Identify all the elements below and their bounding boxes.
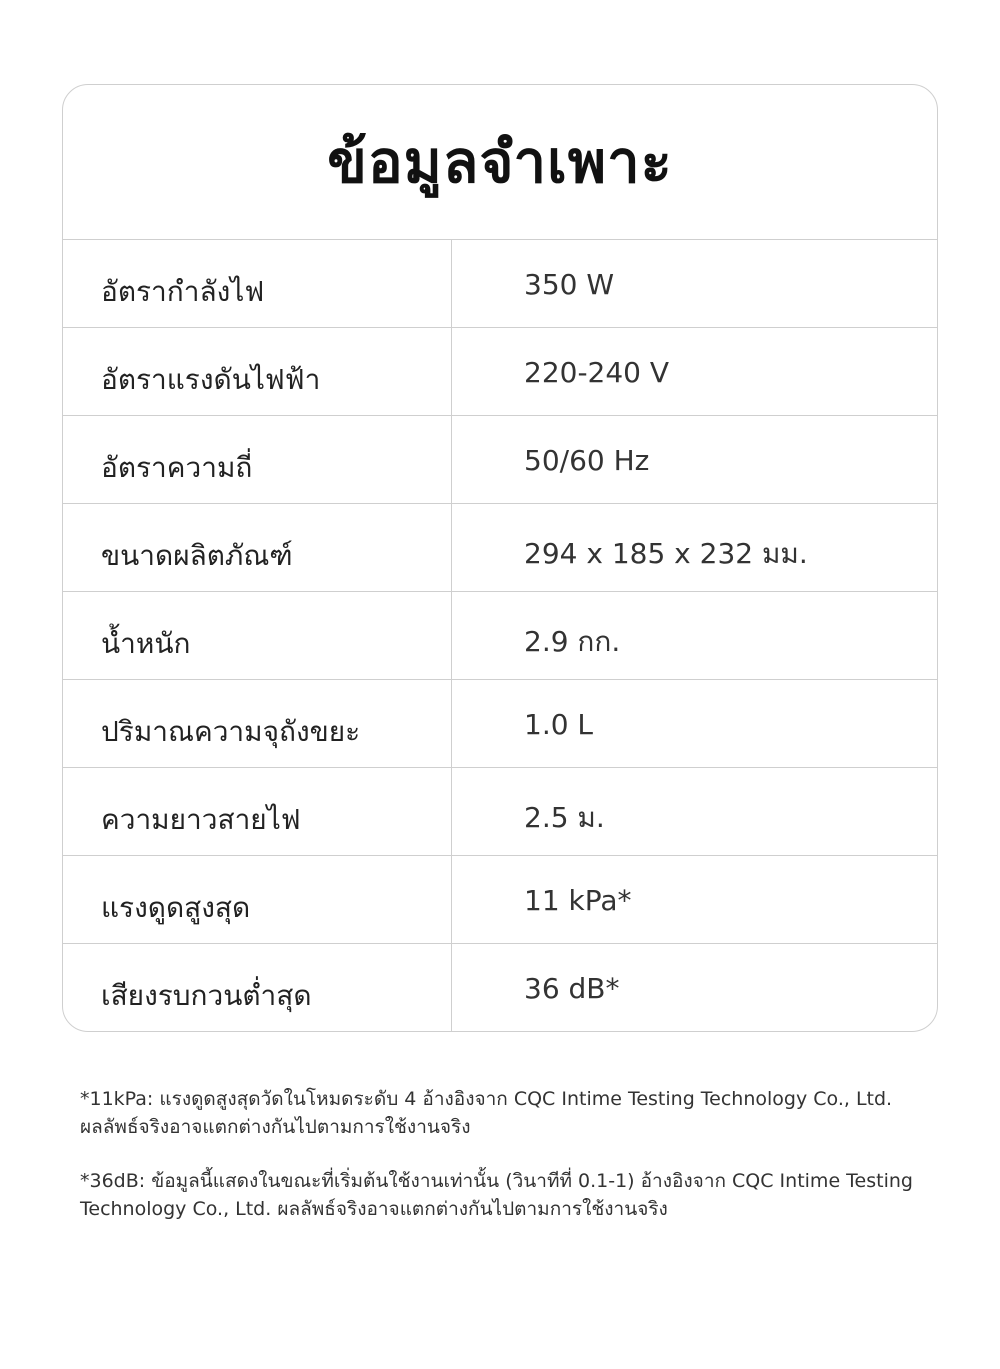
spec-row-cord-length	[63, 768, 937, 856]
spec-label: ขนาดผลิตภัณฑ์	[63, 504, 452, 591]
spec-value: 294 x 185 x 232 มม.	[524, 537, 808, 570]
spec-row-min-noise	[63, 944, 937, 1032]
footnote-line: *36dB: ข้อมูลนี้แสดงในขณะที่เริ่มต้นใช้งานเท่านั้น (วินาทีที่ 0.1-1) อ้างอิงจาก CQC Intime Testing	[80, 1170, 913, 1192]
spec-label: แรงดูดสูงสุด	[63, 856, 452, 943]
spec-label: อัตราแรงดันไฟฟ้า	[63, 328, 452, 415]
spec-value: 350 W	[524, 268, 615, 301]
spec-row-weight	[63, 592, 937, 680]
footnote-line: Technology Co., Ltd. ผลลัพธ์จริงอาจแตกต่างกันไปตามการใช้งานจริง	[80, 1198, 668, 1220]
spec-row-voltage	[63, 328, 937, 416]
page-title: ข้อมูลจำเพาะ	[327, 128, 673, 196]
footnotes	[80, 1085, 920, 1249]
footnote-noise	[80, 1167, 920, 1223]
spec-label: น้ำหนัก	[63, 592, 452, 679]
spec-row-power	[63, 240, 937, 328]
spec-value: 2.5 ม.	[524, 801, 605, 834]
spec-label: เสียงรบกวนต่ำสุด	[63, 944, 452, 1032]
spec-header	[63, 85, 937, 240]
spec-value: 11 kPa*	[524, 884, 632, 917]
spec-row-max-suction	[63, 856, 937, 944]
footnote-suction	[80, 1085, 920, 1141]
footnote-line: ผลลัพธ์จริงอาจแตกต่างกันไปตามการใช้งานจริง	[80, 1116, 471, 1138]
spec-row-dustbin-capacity	[63, 680, 937, 768]
spec-label: ความยาวสายไฟ	[63, 768, 452, 855]
spec-label: ปริมาณความจุถังขยะ	[63, 680, 452, 767]
spec-table	[62, 84, 938, 1032]
spec-row-dimensions	[63, 504, 937, 592]
spec-value: 1.0 L	[524, 708, 594, 741]
spec-row-frequency	[63, 416, 937, 504]
spec-label: อัตราความถี่	[63, 416, 452, 503]
spec-value: 220-240 V	[524, 356, 670, 389]
spec-value: 36 dB*	[524, 972, 620, 1005]
spec-value: 2.9 กก.	[524, 625, 621, 658]
footnote-line: *11kPa: แรงดูดสูงสุดวัดในโหมดระดับ 4 อ้างอิงจาก CQC Intime Testing Technology Co., Ltd.	[80, 1088, 893, 1110]
spec-label: อัตรากำลังไฟ	[63, 240, 452, 327]
spec-value: 50/60 Hz	[524, 444, 650, 477]
